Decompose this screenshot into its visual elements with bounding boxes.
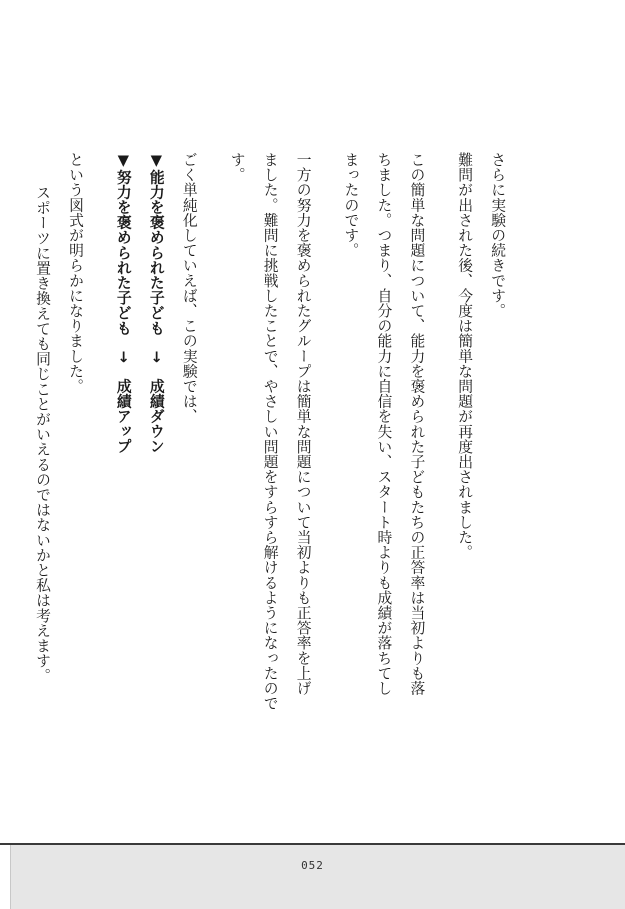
- page-footer: [0, 843, 625, 909]
- text-line: ちました。つまり、自分の能力に自信を失い、スタート時よりも成績が落ちてし: [375, 152, 393, 696]
- text-line: という図式が明らかになりました。: [67, 152, 85, 394]
- text-line: この簡単な問題について、能力を褒められた子どもたちの正答率は当初よりも落: [408, 152, 426, 696]
- bold-summary-line-effort: ▼努力を褒められた子ども → 成績アップ: [114, 152, 132, 454]
- text-line: ごく単純化していえば、この実験では、: [180, 152, 198, 424]
- text-line: スポーツに置き換えても同じことがいえるのではないかと私は考えます。: [34, 185, 52, 684]
- bold-summary-line-ability: ▼能力を褒められた子ども → 成績ダウン: [147, 152, 165, 454]
- text-line: ました。難問に挑戦したことで、やさしい問題をすらすら解けるようになったので: [261, 152, 279, 711]
- text-line: 一方の努力を褒められたグループは簡単な問題について当初よりも正答率を上げ: [294, 152, 312, 696]
- text-line: さらに実験の続きです。: [489, 152, 507, 319]
- page-number: 052: [301, 859, 324, 872]
- text-line: まったのです。: [342, 152, 360, 258]
- vertical-body-text: [26, 152, 529, 752]
- footer-left-edge: [0, 845, 11, 909]
- text-line: す。: [228, 152, 246, 183]
- text-line: 難問が出された後、今度は簡単な問題が再度出されました。: [456, 152, 474, 560]
